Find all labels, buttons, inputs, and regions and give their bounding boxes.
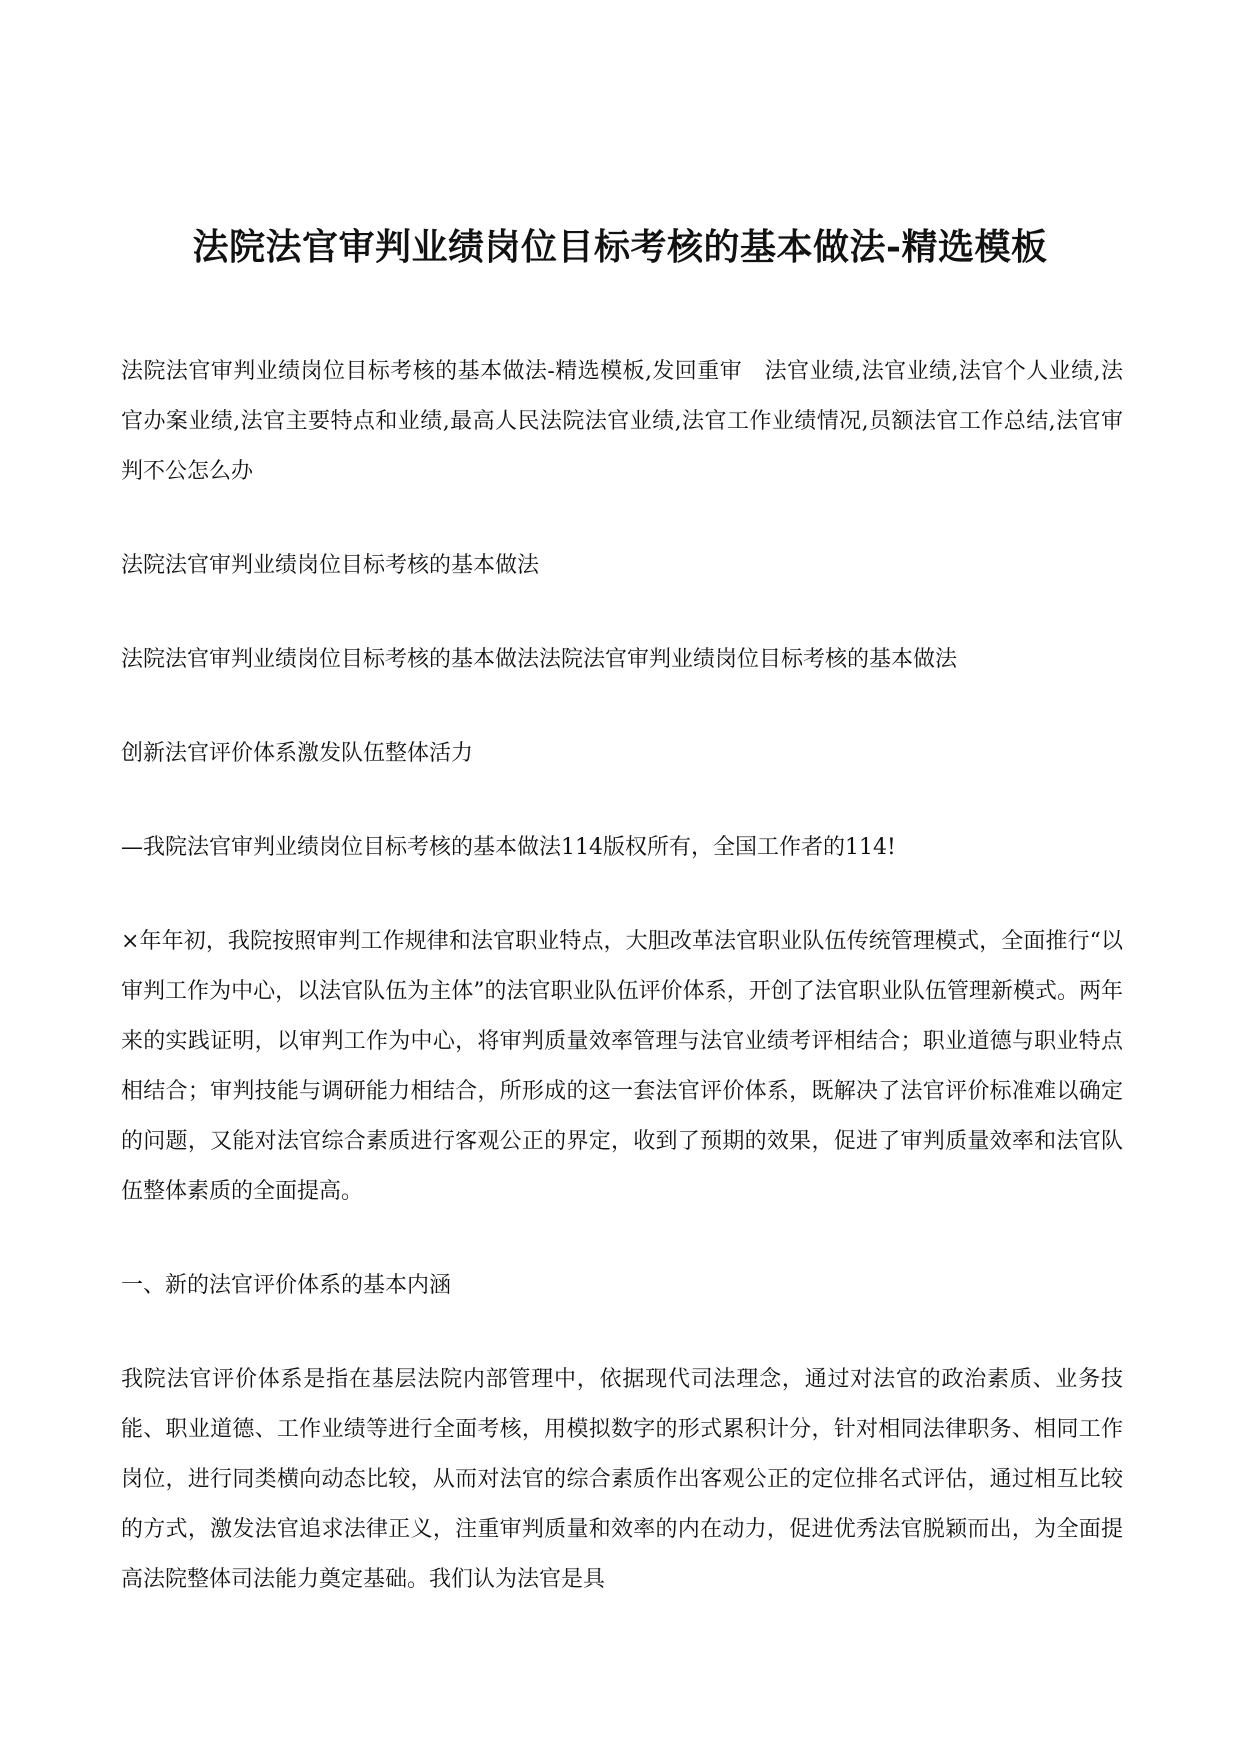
paragraph-section-body: 我院法官评价体系是指在基层法院内部管理中，依据现代司法理念，通过对法官的政治素质、业务技能、职业道德、工作业绩等进行全面考核，用模拟数字的形式累积计分，针对相同法律职务、相同工作岗位，进行同类横向动态比较，从而对法官的综合素质作出客观公正的定位排名式评估，通过相互比较的方式，激发法官追求法律正义，注重审判质量和效率的内在动力，促进优秀法官脱颖而出，为全面提高法院整体司法能力奠定基础。我们认为法官是具 — [121, 1367, 1123, 1592]
paragraph-repeated-title: 法院法官审判业绩岗位目标考核的基本做法法院法官审判业绩岗位目标考核的基本做法 — [121, 647, 958, 672]
section-heading: 一、新的法官评价体系的基本内涵 — [121, 1273, 452, 1298]
paragraph-subtitle: 法院法官审判业绩岗位目标考核的基本做法 — [121, 553, 540, 578]
document-title: 法院法官审判业绩岗位目标考核的基本做法-精选模板 — [192, 226, 1048, 268]
paragraph-intro: ×年年初，我院按照审判工作规律和法官职业特点，大胆改革法官职业队伍传统管理模式，全面推行“以审判工作为中心，以法官队伍为主体”的法官职业队伍评价体系，开创了法官职业队伍管理新模式。两年来的实践证明，以审判工作为中心，将审判质量效率管理与法官业绩考评相结合；职业道德与职业特点相结合；审判技能与调研能力相结合，所形成的这一套法官评价体系，既解决了法官评价标准难以确定的问题，又能对法官综合素质进行客观公正的界定，收到了预期的效果，促进了审判质量效率和法官队伍整体素质的全面提高。 — [121, 929, 1123, 1204]
paragraph-keywords: 法院法官审判业绩岗位目标考核的基本做法-精选模板,发回重审 法官业绩,法官业绩,法官个人业绩,法官办案业绩,法官主要特点和业绩,最高人民法院法官业绩,法官工作业绩情况,员额法官工作总结,法官审判不公怎么办 — [121, 359, 1123, 484]
document-body — [121, 347, 1123, 1605]
paragraph-heading: 创新法官评价体系激发队伍整体活力 — [121, 741, 474, 766]
paragraph-byline: —我院法官审判业绩岗位目标考核的基本做法114版权所有，全国工作者的114! — [121, 835, 896, 860]
